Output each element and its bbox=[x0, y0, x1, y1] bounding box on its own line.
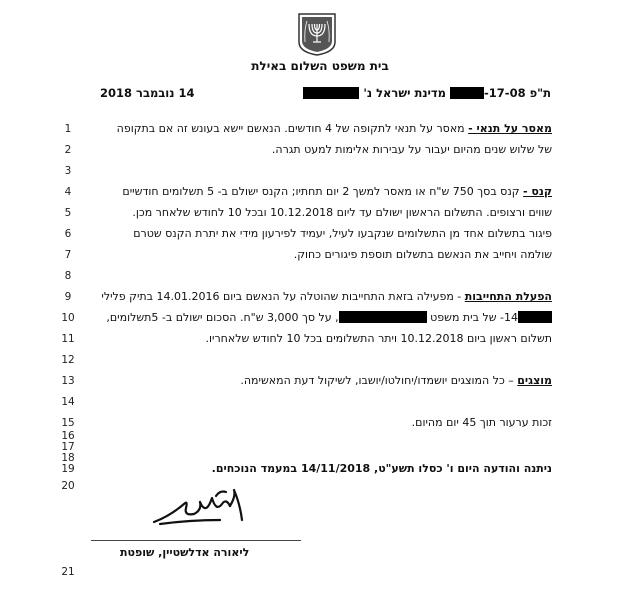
line-text: פיגור בתשלום אחד מן התשלומים שנקבעו לעיל, יעמיד לפירעון מידי את יתרת הקנס שטרם bbox=[133, 227, 552, 240]
redaction-box bbox=[450, 87, 484, 99]
paragraph-line bbox=[133, 227, 552, 240]
line-text: – כל המוצגים יושמדו/יחולטו/יושבו, לשיקול דעת המאשימה. bbox=[240, 374, 518, 387]
line-number: 14 bbox=[61, 396, 75, 408]
line-number: 15 bbox=[61, 417, 75, 429]
line-text: 14- bbox=[500, 311, 518, 324]
line-number: 5 bbox=[64, 207, 72, 219]
case-prefix: ת"פ 17-08- bbox=[484, 86, 551, 100]
closing-line bbox=[212, 462, 552, 475]
line-text: תשלום ראשון ביום 10.12.2018 ויתר התשלומים בכל 10 לחודש שלאחריו. bbox=[205, 332, 552, 345]
line-number: 7 bbox=[64, 249, 72, 261]
line-number: 20 bbox=[61, 480, 75, 492]
line-number: 4 bbox=[64, 186, 72, 198]
line-text: , על סך 3,000 ש"ח. הסכום ישולם ב- 5תשלומים, bbox=[106, 311, 339, 324]
paragraph-line bbox=[294, 248, 552, 261]
court-name: בית משפט השלום באילת bbox=[251, 59, 389, 73]
paragraph-line bbox=[132, 206, 552, 219]
handwritten-signature bbox=[150, 486, 246, 532]
section-heading: קנס - bbox=[523, 185, 552, 198]
line-text: זכות ערעור תוך 45 יום מהיום. bbox=[411, 416, 552, 429]
paragraph-line bbox=[106, 311, 552, 324]
paragraph-line bbox=[101, 290, 552, 303]
line-text: מאסר על תנאי לתקופה של 4 חודשים. הנאשם יישא בעונש זה אם בתקופה bbox=[116, 122, 469, 135]
paragraph-line bbox=[272, 143, 552, 156]
signature-line bbox=[91, 540, 301, 541]
line-number: 21 bbox=[61, 566, 75, 578]
paragraph-line bbox=[117, 122, 552, 135]
judge-name: ליאורה אדלשטיין, שופטת bbox=[120, 546, 250, 559]
paragraph-line bbox=[122, 185, 552, 198]
line-text: שווים ורצופים. התשלום הראשון ישולם עד ליום 10.12.2018 ובכל 10 לחודש שלאחר מכן. bbox=[132, 206, 552, 219]
line-number: 3 bbox=[64, 165, 72, 177]
line-text: - מפעילה בזאת התחייבות שהוטלה על הנאשם ביום 14.01.2016 בתיק פלילי bbox=[101, 290, 465, 303]
line-number: 1 bbox=[64, 123, 72, 135]
redaction-box bbox=[303, 87, 359, 99]
line-text: שולמה ויחייב את הנאשם בתשלום תוספת פיגורים כחוק. bbox=[293, 248, 552, 261]
line-number: 6 bbox=[64, 228, 72, 240]
paragraph-line bbox=[240, 374, 552, 387]
given-today-statement: ניתנה והודעה היום ו' כסלו תשע"ט, 14/11/2018 במעמד הנוכחים. bbox=[211, 462, 552, 475]
section-heading: מאסר על תנאי - bbox=[468, 122, 552, 135]
line-number: 19 bbox=[61, 463, 75, 475]
paragraph-line bbox=[206, 332, 553, 345]
document-date: 14 נובמבר 2018 bbox=[100, 86, 195, 100]
section-heading: הפעלת התחייבות bbox=[464, 290, 552, 303]
line-number: 13 bbox=[61, 375, 75, 387]
line-number: 17 bbox=[61, 441, 75, 453]
line-text: של בית משפט bbox=[426, 311, 501, 324]
redaction-box bbox=[339, 311, 427, 323]
line-number: 16 bbox=[61, 430, 75, 442]
line-number: 9 bbox=[64, 291, 72, 303]
line-text: קנס בסך 750 ש"ח או מאסר למשך 2 יום תחתיו; הקנס ישולם ב- 5 תשלומים חודשיים bbox=[122, 185, 524, 198]
case-number-line bbox=[303, 86, 551, 100]
line-number: 18 bbox=[61, 452, 75, 464]
section-heading: מוצגים bbox=[517, 374, 552, 387]
line-text: של שלוש שנים מהיום יעבור על עבירות אלימות למעט תגרה. bbox=[271, 143, 552, 156]
case-parties: מדינת ישראל נ' bbox=[363, 86, 446, 100]
state-emblem-icon bbox=[296, 12, 338, 56]
line-number: 8 bbox=[64, 270, 72, 282]
line-number: 11 bbox=[61, 333, 75, 345]
paragraph-line bbox=[412, 416, 552, 429]
line-number: 12 bbox=[61, 354, 75, 366]
line-number: 2 bbox=[64, 144, 72, 156]
redaction-box bbox=[518, 311, 552, 323]
line-number: 10 bbox=[61, 312, 75, 324]
